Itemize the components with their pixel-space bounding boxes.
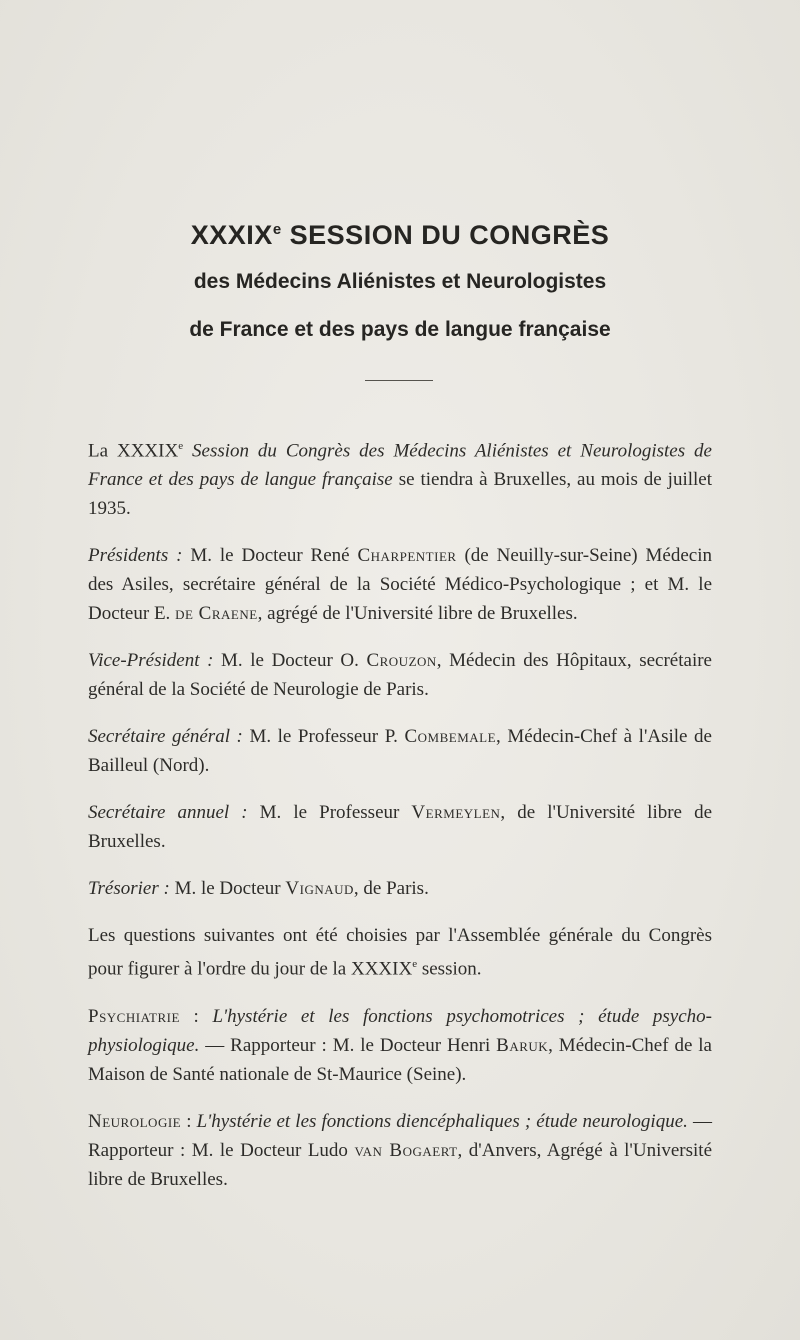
tresorier-paragraph [88, 874, 712, 903]
secretaire-annuel-paragraph [88, 798, 712, 856]
secretaire-general-t1: M. le Professeur P. [242, 726, 405, 748]
questions-sup: e [412, 958, 418, 971]
vice-president-t2: , Médecin des Hôpitaux, secrétaire général de la Société de Neurologie de Paris. [88, 650, 712, 701]
psychiatrie-sep: : [179, 1005, 213, 1027]
neurologie-topic: L'hystérie et les fonctions diencéphaliques ; étude neurologique. [196, 1110, 688, 1132]
psychiatrie-topic: L'hystérie et les fonctions psychomotrices ; étude psycho-physiologique. [88, 1005, 713, 1056]
intro-text-c: se tiendra à Bruxelles, au mois de juillet 1935. [88, 469, 713, 520]
congress-subtitle-2: de France et des pays de langue française [189, 318, 611, 341]
vice-president-t1: M. le Docteur O. [213, 650, 367, 672]
tresorier-t2: , de Paris. [353, 878, 429, 900]
secretaire-general-t2: , Médecin-Chef à l'Asile de Bailleul (Nord). [88, 726, 712, 777]
vice-president-label: Vice-Président : [88, 650, 214, 672]
questions-paragraph [88, 921, 712, 983]
intro-sup: e [178, 440, 184, 452]
presidents-t2: (de Neuilly-sur-Seine) Médecin des Asiles, secrétaire général de la Société Médico-Psychologique ; et M. le Docteur E. [88, 545, 712, 625]
vice-president-name: Crouzon [366, 650, 437, 672]
title-roman-numeral: XXXIX [190, 220, 273, 250]
secretaire-annuel-t2: , de l'Université libre de Bruxelles. [88, 802, 712, 853]
congress-title [60, 220, 740, 251]
tresorier-t1: M. le Docteur [169, 878, 286, 900]
presidents-t3: , agrégé de l'Université libre de Bruxelles. [257, 603, 578, 625]
intro-text-a: La XXXIX [88, 440, 179, 462]
title-superscript: e [272, 221, 282, 238]
questions-text-a: Les questions suivantes ont été choisies par l'Assemblée générale du Congrès pour figurer à l'ordre du jour de la XXXIX [88, 925, 712, 980]
tresorier-name: Vignaud [285, 878, 354, 900]
psychiatrie-t2: , Médecin-Chef de la Maison de Santé nationale de St-Maurice (Seine). [88, 1034, 712, 1085]
secretaire-annuel-name: Vermeylen [411, 802, 501, 824]
neurologie-paragraph [88, 1107, 712, 1194]
presidents-t1: M. le Docteur René [182, 545, 358, 567]
congress-subtitle-1: des Médecins Aliénistes et Neurologistes [193, 270, 607, 293]
neurologie-label: Neurologie [88, 1110, 182, 1132]
title-session: SESSION DU CONGRÈS [281, 220, 610, 250]
neurologie-sep: : [181, 1110, 197, 1132]
intro-italic: Session du Congrès des Médecins Aliénistes et Neurologistes de France et des pays de langue française [88, 440, 712, 491]
presidents-name1: Charpentier [357, 545, 457, 567]
psychiatrie-paragraph [88, 1002, 712, 1089]
questions-text-b: session. [417, 958, 482, 980]
neurologie-t1: — Rapporteur : M. le Docteur Ludo [88, 1110, 713, 1161]
title-divider [365, 380, 433, 381]
neurologie-t2: , d'Anvers, Agrégé à l'Université libre de Bruxelles. [88, 1139, 713, 1190]
neurologie-name: van Bogaert [354, 1139, 458, 1161]
psychiatrie-t1: — Rapporteur : M. le Docteur Henri [199, 1034, 497, 1056]
vice-president-paragraph [88, 646, 712, 704]
secretaire-annuel-t1: M. le Professeur [247, 802, 412, 824]
psychiatrie-name: Baruk [496, 1034, 549, 1056]
presidents-label: Présidents : [88, 545, 183, 567]
secretaire-annuel-label: Secrétaire annuel : [88, 802, 248, 824]
psychiatrie-label: Psychiatrie [88, 1005, 180, 1027]
intro-paragraph [88, 432, 712, 523]
secretaire-general-name: Combemale [404, 726, 497, 748]
presidents-name2: de Craene [175, 603, 258, 625]
secretaire-general-label: Secrétaire général : [88, 726, 243, 748]
body-text [88, 432, 712, 1212]
tresorier-label: Trésorier : [88, 878, 170, 900]
presidents-paragraph [88, 541, 712, 628]
secretaire-general-paragraph [88, 722, 712, 780]
